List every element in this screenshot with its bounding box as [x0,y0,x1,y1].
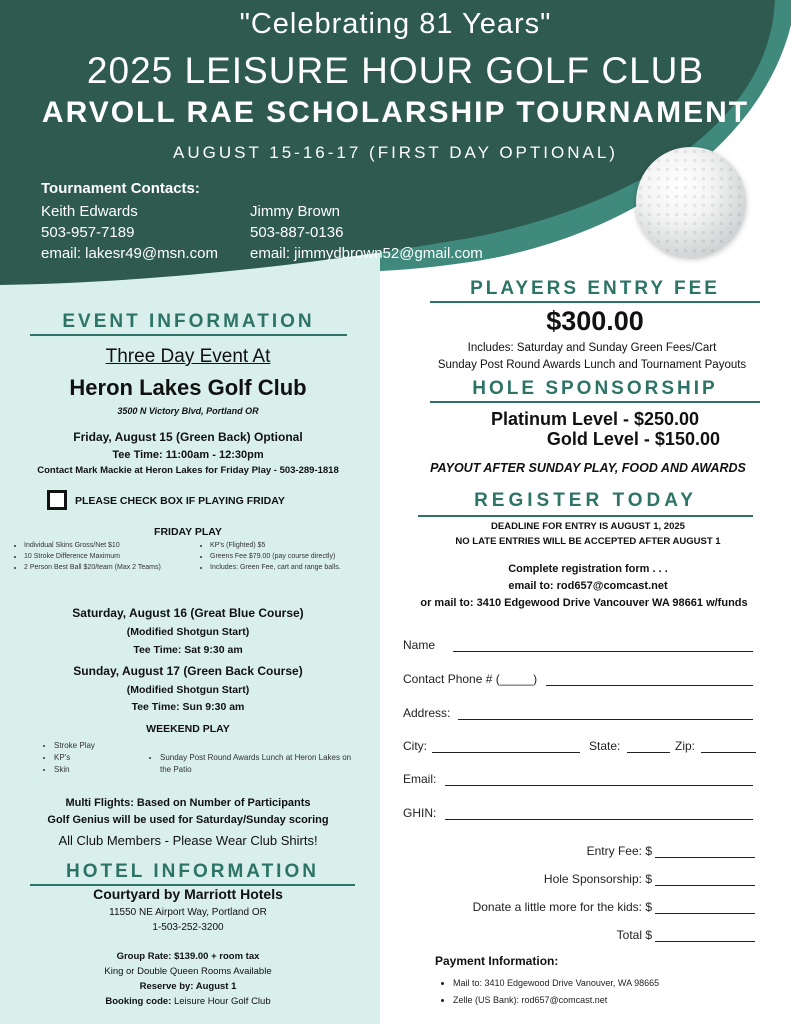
hotel-address: 11550 NE Airport Way, Portland OR [109,907,267,918]
ghin-field[interactable] [445,806,753,820]
entry-fee-field[interactable] [655,844,755,858]
golf-ball-image [636,147,746,257]
address-field[interactable] [458,706,753,720]
contact-name: Jimmy Brown [250,203,341,220]
friday-checkbox[interactable] [47,490,67,510]
entry-price: $300.00 [546,306,644,336]
email-field[interactable] [445,772,753,786]
reserve-by: Reserve by: August 1 [139,981,237,992]
late-entries-note: NO LATE ENTRIES WILL BE ACCEPTED AFTER AUGUST 1 [455,536,721,547]
ghin-label: GHIN: [403,806,437,820]
list-item: • 10 Stroke Difference Maximum [24,551,189,562]
players-entry-fee-heading: PLAYERS ENTRY FEE [470,278,720,299]
contact-email: email: jimmydbrown52@gmail.com [250,245,483,262]
saturday-start-type: (Modified Shotgun Start) [126,626,250,638]
list-item: • KP's (Flighted) $5 [210,540,375,551]
group-rate: Group Rate: $139.00 + room tax [116,951,260,962]
saturday-title: Saturday, August 16 (Great Blue Course) [72,606,304,620]
contacts-heading: Tournament Contacts: [41,180,200,197]
state-field[interactable] [627,739,670,753]
payment-information-heading: Payment Information: [435,954,559,968]
weekend-play-heading: WEEKEND PLAY [146,723,230,735]
list-item: • Includes: Green Fee, cart and range balls. [210,562,375,573]
tournament-title: ARVOLL RAE SCHOLARSHIP TOURNAMENT [41,96,750,129]
city-field[interactable] [432,739,580,753]
address-label: Address: [403,706,451,720]
friday-contact: Contact Mark Mackie at Heron Lakes for Friday Play - 503-289-1818 [37,465,339,476]
weekend-play-list [150,752,355,776]
booking-code-label: Booking code: [105,996,172,1007]
friday-checkbox-label: PLEASE CHECK BOX IF PLAYING FRIDAY [75,495,285,507]
list-item: • Mail to: 3410 Edgewood Drive Vanouver, WA 98665 [453,975,783,992]
includes-line: Includes: Saturday and Sunday Green Fees/Cart [467,342,717,354]
friday-play-list [14,540,189,573]
list-item: • Individual Skins Gross/Net $10 [24,540,189,551]
list-item: • Greens Fee $79.00 (pay course directly) [210,551,375,562]
room-types: King or Double Queen Rooms Available [104,966,272,977]
saturday-tee-time: Tee Time: Sat 9:30 am [133,644,243,656]
venue-address: 3500 N Victory Blvd, Portland OR [117,406,259,416]
list-item: • Stroke Play [54,740,144,752]
multi-flights-note: Multi Flights: Based on Number of Participants [65,797,311,809]
contact-keith [41,201,218,264]
gold-level: Gold Level - $150.00 [546,429,720,449]
state-label: State: [589,739,621,753]
friday-play-list [200,540,375,573]
complete-form-note: Complete registration form . . . [508,563,668,575]
hole-sponsorship-label: Hole Sponsorship: $ [543,872,652,886]
contact-jimmy [250,201,483,264]
weekend-play-list [44,740,144,776]
includes-line: Sunday Post Round Awards Lunch and Tournament Payouts [437,359,747,371]
celebrating-years: "Celebrating 81 Years" [239,8,552,40]
sunday-start-type: (Modified Shotgun Start) [126,684,250,696]
friday-date: Friday, August 15 (Green Back) Optional [73,430,303,444]
payout-note: PAYOUT AFTER SUNDAY PLAY, FOOD AND AWARDS [430,461,746,475]
register-today-heading: REGISTER TODAY [474,490,697,511]
friday-tee-time: Tee Time: 11:00am - 12:30pm [112,449,264,461]
email-to: email to: rod657@comcast.net [508,580,668,592]
total-label: Total $ [616,928,652,942]
list-item: • Zelle (US Bank): rod657@comcast.net [453,992,783,1009]
list-item: • KP's [54,752,144,764]
three-day-event: Three Day Event At [105,346,271,367]
hotel-phone: 1-503-252-3200 [152,922,224,933]
name-field[interactable] [453,638,753,652]
scoring-note: Golf Genius will be used for Saturday/Sunday scoring [47,814,329,826]
sunday-tee-time: Tee Time: Sun 9:30 am [131,701,245,713]
city-label: City: [403,739,427,753]
entry-fee-label: Entry Fee: $ [586,844,652,858]
booking-code-value: Leisure Hour Golf Club [171,996,271,1007]
mail-to: or mail to: 3410 Edgewood Drive Vancouver WA 98661 w/funds [420,597,748,609]
divider [430,401,760,403]
divider [30,334,347,336]
email-label: Email: [403,772,437,786]
sunday-title: Sunday, August 17 (Green Back Course) [73,664,303,678]
venue-name: Heron Lakes Golf Club [69,375,307,400]
phone-label: Contact Phone # (_____) [403,672,538,686]
zip-label: Zip: [675,739,696,753]
list-item: • 2 Person Best Ball $20/team (Max 2 Teams) [24,562,189,573]
zip-field[interactable] [701,739,756,753]
deadline-note: DEADLINE FOR ENTRY IS AUGUST 1, 2025 [491,521,685,532]
name-label: Name [403,638,436,652]
divider [418,515,753,517]
donation-label: Donate a little more for the kids: $ [472,900,652,914]
payment-list [443,975,783,1009]
total-field[interactable] [655,928,755,942]
contact-name: Keith Edwards [41,203,138,220]
donation-field[interactable] [655,900,755,914]
booking-code [8,996,368,1007]
club-shirts-note: All Club Members - Please Wear Club Shirts! [58,833,318,848]
list-item: • Skin [54,764,144,776]
contact-phone: 503-957-7189 [41,224,135,241]
phone-field[interactable] [546,672,753,686]
club-title: 2025 LEISURE HOUR GOLF CLUB [86,50,705,91]
friday-play-heading: FRIDAY PLAY [154,526,222,538]
hotel-name: Courtyard by Marriott Hotels [93,886,283,902]
contact-email: email: lakesr49@msn.com [41,245,218,262]
hole-sponsorship-heading: HOLE SPONSORSHIP [472,378,718,399]
list-item: • Sunday Post Round Awards Lunch at Heron Lakes on the Patio [160,752,355,776]
divider [430,301,760,303]
event-information-heading: EVENT INFORMATION [62,311,315,332]
hole-sponsorship-field[interactable] [655,872,755,886]
hotel-information-heading: HOTEL INFORMATION [66,861,319,882]
platinum-level: Platinum Level - $250.00 [490,409,700,429]
contact-phone: 503-887-0136 [250,224,344,241]
tournament-dates: AUGUST 15-16-17 (FIRST DAY OPTIONAL) [173,143,618,162]
